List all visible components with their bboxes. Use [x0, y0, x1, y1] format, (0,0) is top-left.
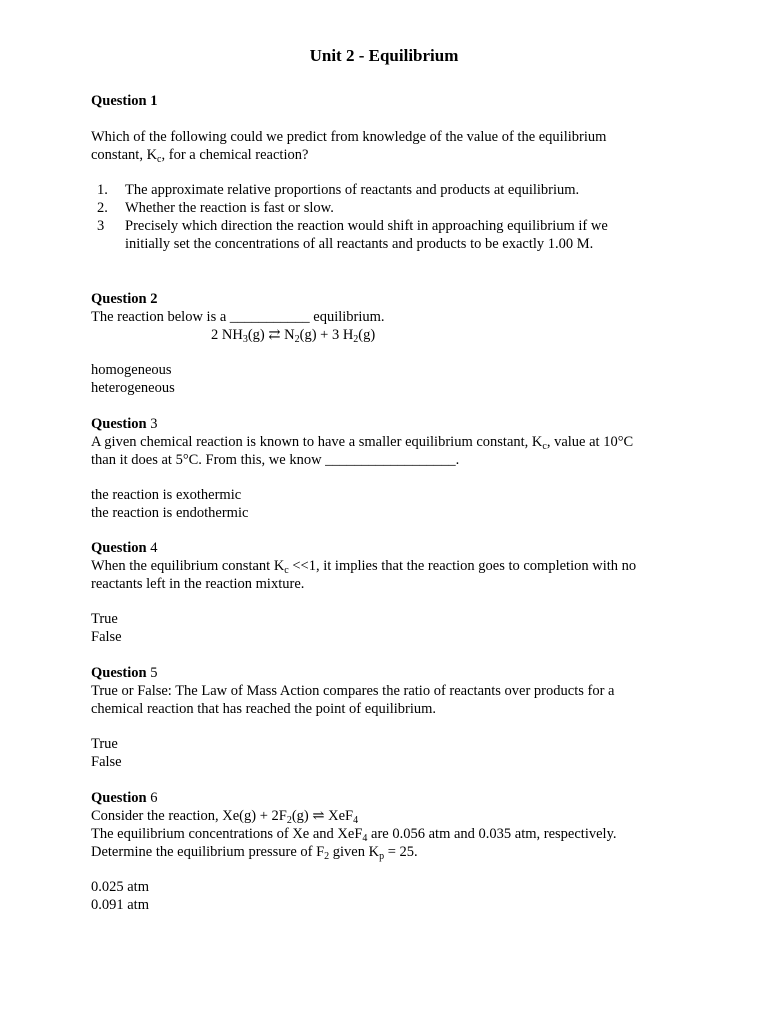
answer-option: False	[91, 754, 122, 770]
answer-option: True	[91, 736, 118, 752]
question-6	[91, 789, 671, 914]
question-1-heading: Question 1	[91, 93, 158, 109]
question-2-heading: Question 2	[91, 291, 158, 307]
question-6-text-line-2: The equilibrium concentrations of Xe and XeF$_4$ are 0.056 atm and 0.035 atm, respectively.	[91, 826, 617, 844]
question-3-heading: Question 3	[91, 416, 158, 432]
question-6-text-line-1: Consider the reaction, $Xe(g) + 2F_2(g)$ ⇌ XeF$_4$	[91, 808, 359, 826]
question-5-text-line-1: True or False: The Law of Mass Action compares the ratio of reactants over products for a	[91, 683, 615, 699]
question-6-text-line-3: Determine the equilibrium pressure of $F_2$ given $K_p = 25$.	[91, 844, 418, 862]
question-4-heading: Question 4	[91, 540, 158, 556]
question-1-list	[91, 181, 671, 253]
list-item-text: Precisely which direction the reaction would shift in approaching equilibrium if we	[125, 218, 608, 234]
list-item-text-continued: initially set the concentrations of all reactants and products to be exactly 1.00 M.	[125, 236, 594, 252]
answer-option: 0.025 atm	[91, 879, 149, 895]
list-item-number: 1.	[97, 182, 108, 198]
question-5	[91, 664, 671, 771]
list-item-text: Whether the reaction is fast or slow.	[125, 200, 334, 216]
answer-option: False	[91, 629, 122, 645]
list-item	[91, 181, 671, 199]
question-2	[91, 290, 671, 397]
question-1-text-line-2: constant, $K_c$, for a chemical reaction?	[91, 147, 309, 165]
answer-option: 0.091 atm	[91, 897, 149, 913]
list-item-number: 2.	[97, 200, 108, 216]
list-item-text: The approximate relative proportions of reactants and products at equilibrium.	[125, 182, 580, 198]
question-5-text-line-2: chemical reaction that has reached the point of equilibrium.	[91, 701, 437, 717]
question-2-text: The reaction below is a ___________ equilibrium.	[91, 309, 385, 325]
question-6-heading: Question 6	[91, 790, 158, 806]
reaction-equation: 2 $NH_3(g)$ ⇄ $N_2(g) + 3$ $H_2(g)$	[211, 327, 376, 345]
list-item	[91, 199, 671, 217]
question-4	[91, 539, 671, 646]
question-1	[91, 92, 671, 253]
answer-option: the reaction is endothermic	[91, 505, 249, 521]
question-5-heading: Question 5	[91, 665, 158, 681]
answer-option: homogeneous	[91, 362, 172, 378]
question-3-text-line-1: A given chemical reaction is known to have a smaller equilibrium constant, $K_c$, value at 10°C	[91, 434, 634, 452]
answer-option: True	[91, 611, 118, 627]
question-4-text-line-1: When the equilibrium constant $K_c <<1$, it implies that the reaction goes to completion with no	[91, 558, 637, 576]
question-1-text-line-1: Which of the following could we predict from knowledge of the value of the equilibrium	[91, 129, 607, 145]
question-4-text-line-2: reactants left in the reaction mixture.	[91, 576, 305, 592]
answer-option: the reaction is exothermic	[91, 487, 242, 503]
question-3	[91, 415, 671, 522]
list-item-number: 3	[97, 218, 105, 234]
page-title: Unit 2 - Equilibrium	[309, 46, 459, 65]
question-3-text-line-2: than it does at 5°C. From this, we know __________________.	[91, 452, 460, 468]
list-item	[91, 217, 671, 253]
answer-option: heterogeneous	[91, 380, 175, 396]
